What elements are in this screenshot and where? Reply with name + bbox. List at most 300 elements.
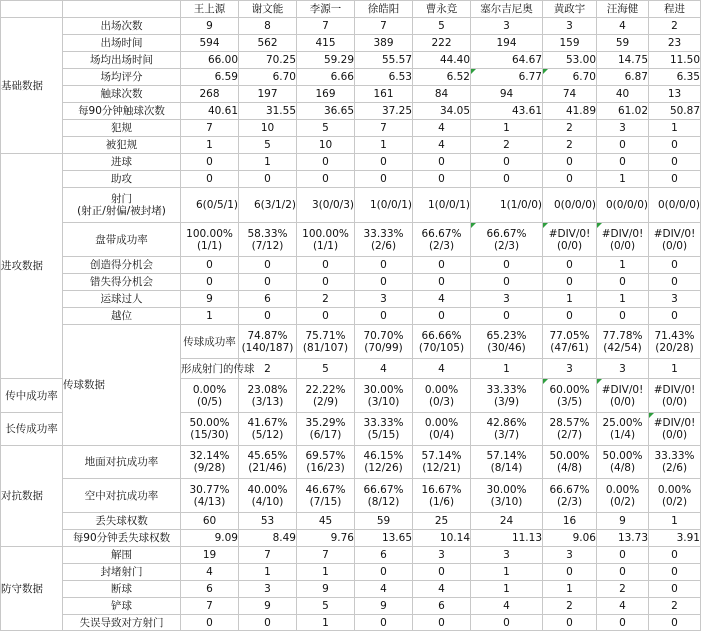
value-cell[interactable]: 0 [543,564,597,581]
value-cell[interactable]: 0 [543,308,597,325]
metric-label[interactable]: 出场时间 [63,35,181,52]
value-cell[interactable]: 0 [543,154,597,171]
value-cell[interactable] [543,413,597,446]
value-cell[interactable]: 1 [297,615,355,631]
value-cell[interactable]: 9 [597,513,649,530]
player-header[interactable]: 汪海健 [597,1,649,18]
value-cell[interactable]: 3 [471,18,543,35]
value-cell[interactable] [239,479,297,513]
value-cell[interactable]: 415 [297,35,355,52]
value-cell[interactable] [597,413,649,446]
value-cell[interactable]: 13.73 [597,530,649,547]
value-cell[interactable]: 9.09 [181,530,239,547]
value-cell[interactable]: 0 [181,615,239,631]
value-cell[interactable]: 562 [239,35,297,52]
value-cell[interactable]: 0 [649,171,701,188]
value-cell[interactable]: 4 [413,581,471,598]
value-cell[interactable] [239,325,297,359]
metric-label[interactable]: 盘带成功率 [63,223,181,257]
value-cell[interactable]: 0 [597,137,649,154]
player-header[interactable]: 谢文能 [239,1,297,18]
value-cell[interactable] [297,446,355,479]
value-cell[interactable]: 1 [543,291,597,308]
value-cell[interactable]: 4 [413,137,471,154]
value-cell[interactable]: 1(0/0/1) [413,188,471,223]
value-cell[interactable]: 6(3/1/2) [239,188,297,223]
value-cell[interactable]: 0 [649,257,701,274]
player-header[interactable]: 徐皓阳 [355,1,413,18]
player-header[interactable]: 程进 [649,1,701,18]
value-cell[interactable]: 0 [413,274,471,291]
value-cell[interactable] [297,325,355,359]
value-cell[interactable] [471,379,543,413]
value-cell[interactable]: 55.57 [355,52,413,69]
metric-label[interactable]: 空中对抗成功率 [63,479,181,513]
metric-label[interactable]: 每90分钟丢失球权数 [63,530,181,547]
metric-label[interactable]: 丢失球权数 [63,513,181,530]
value-cell[interactable]: 34.05 [413,103,471,120]
value-cell[interactable] [181,223,239,257]
value-cell[interactable]: 9.76 [297,530,355,547]
value-cell[interactable] [543,379,597,413]
value-cell[interactable]: 5 [297,120,355,137]
value-cell[interactable] [297,413,355,446]
value-cell[interactable]: 61.02 [597,103,649,120]
value-cell[interactable]: 9 [181,291,239,308]
metric-label[interactable]: 铲球 [63,598,181,615]
value-cell[interactable]: 0 [355,171,413,188]
value-cell[interactable]: 0 [297,257,355,274]
value-cell[interactable]: 43.61 [471,103,543,120]
value-cell[interactable]: 6.70 [239,69,297,86]
value-cell[interactable]: 2 [543,598,597,615]
value-cell[interactable]: 53.00 [543,52,597,69]
value-cell[interactable]: 84 [413,86,471,103]
value-cell[interactable] [297,223,355,257]
value-cell[interactable] [649,379,701,413]
value-cell[interactable]: 9 [239,598,297,615]
value-cell[interactable]: 59 [597,35,649,52]
value-cell[interactable]: 37.25 [355,103,413,120]
value-cell[interactable]: 10 [297,137,355,154]
value-cell[interactable]: 2 [597,581,649,598]
value-cell[interactable]: 0 [597,547,649,564]
group-label-pass[interactable]: 传球数据 [63,325,181,446]
value-cell[interactable]: 1 [649,513,701,530]
value-cell[interactable]: 1 [649,359,701,379]
value-cell[interactable] [355,325,413,359]
value-cell[interactable]: 0 [413,171,471,188]
value-cell[interactable]: 11.50 [649,52,701,69]
player-header[interactable]: 黄政宇 [543,1,597,18]
value-cell[interactable] [181,446,239,479]
value-cell[interactable] [181,413,239,446]
value-cell[interactable] [413,325,471,359]
value-cell[interactable]: 7 [355,120,413,137]
value-cell[interactable]: 0 [239,257,297,274]
value-cell[interactable]: 0 [597,615,649,631]
value-cell[interactable] [649,413,701,446]
value-cell[interactable] [181,479,239,513]
value-cell[interactable]: 59.29 [297,52,355,69]
value-cell[interactable]: 1 [471,120,543,137]
value-cell[interactable]: 66.00 [181,52,239,69]
value-cell[interactable]: 0 [355,615,413,631]
value-cell[interactable] [355,413,413,446]
value-cell[interactable] [597,446,649,479]
value-cell[interactable]: 0 [597,308,649,325]
metric-label[interactable] [63,188,181,223]
group-label-duel[interactable]: 对抗数据 [1,446,63,547]
value-cell[interactable]: 268 [181,86,239,103]
value-cell[interactable]: 1(1/0/0) [471,188,543,223]
value-cell[interactable]: 4 [181,564,239,581]
value-cell[interactable]: 13.65 [355,530,413,547]
value-cell[interactable]: 1 [471,564,543,581]
value-cell[interactable]: 159 [543,35,597,52]
value-cell[interactable]: 4 [471,598,543,615]
value-cell[interactable]: 60 [181,513,239,530]
metric-label[interactable]: 触球次数 [63,86,181,103]
metric-label[interactable]: 被犯规 [63,137,181,154]
value-cell[interactable]: 1 [239,564,297,581]
value-cell[interactable] [471,479,543,513]
value-cell[interactable] [413,413,471,446]
value-cell[interactable]: 0 [471,274,543,291]
value-cell[interactable]: 7 [355,18,413,35]
value-cell[interactable] [413,479,471,513]
metric-label[interactable]: 创造得分机会 [63,257,181,274]
value-cell[interactable]: 31.55 [239,103,297,120]
value-cell[interactable]: 6 [181,581,239,598]
value-cell[interactable]: 0 [413,154,471,171]
value-cell[interactable]: 0 [181,171,239,188]
metric-label[interactable]: 助攻 [63,171,181,188]
value-cell[interactable] [649,446,701,479]
value-cell[interactable]: 0 [355,564,413,581]
value-cell[interactable]: 59 [355,513,413,530]
value-cell[interactable]: 25 [413,513,471,530]
value-cell[interactable]: 197 [239,86,297,103]
value-cell[interactable]: 10.14 [413,530,471,547]
value-cell[interactable]: 6 [355,547,413,564]
value-cell[interactable]: 2 [649,598,701,615]
value-cell[interactable]: 0 [239,308,297,325]
value-cell[interactable]: 9.06 [543,530,597,547]
value-cell[interactable] [413,223,471,257]
value-cell[interactable]: 0 [355,257,413,274]
value-cell[interactable]: 389 [355,35,413,52]
value-cell[interactable]: 6(0/5/1) [181,188,239,223]
value-cell[interactable] [471,223,543,257]
value-cell[interactable] [543,223,597,257]
value-cell[interactable]: 3 [471,291,543,308]
value-cell[interactable]: 222 [413,35,471,52]
value-cell[interactable]: 1 [471,359,543,379]
value-cell[interactable]: 0 [413,257,471,274]
value-cell[interactable] [649,479,701,513]
metric-label[interactable]: 长传成功率 [1,413,63,446]
value-cell[interactable] [649,325,701,359]
value-cell[interactable]: 6.52 [413,69,471,86]
value-cell[interactable]: 1 [597,291,649,308]
value-cell[interactable]: 13 [649,86,701,103]
value-cell[interactable]: 194 [471,35,543,52]
value-cell[interactable] [471,325,543,359]
value-cell[interactable]: 0 [239,171,297,188]
value-cell[interactable]: 0 [543,615,597,631]
value-cell[interactable]: 9 [355,598,413,615]
value-cell[interactable]: 0 [413,564,471,581]
value-cell[interactable]: 0 [597,154,649,171]
value-cell[interactable] [471,413,543,446]
value-cell[interactable] [239,223,297,257]
value-cell[interactable] [297,379,355,413]
value-cell[interactable]: 0 [471,308,543,325]
metric-label[interactable]: 封堵射门 [63,564,181,581]
value-cell[interactable]: 3 [471,547,543,564]
value-cell[interactable] [355,446,413,479]
value-cell[interactable]: 50.87 [649,103,701,120]
value-cell[interactable]: 1 [597,171,649,188]
value-cell[interactable]: 3(0/0/3) [297,188,355,223]
value-cell[interactable]: 1 [181,308,239,325]
value-cell[interactable]: 0 [649,564,701,581]
value-cell[interactable]: 0 [543,257,597,274]
value-cell[interactable]: 24 [471,513,543,530]
metric-label[interactable]: 形成射门的传球 [181,359,239,379]
value-cell[interactable]: 3 [597,120,649,137]
value-cell[interactable]: 0 [649,547,701,564]
value-cell[interactable]: 1 [181,137,239,154]
value-cell[interactable]: 8.49 [239,530,297,547]
value-cell[interactable]: 1 [649,120,701,137]
value-cell[interactable]: 53 [239,513,297,530]
value-cell[interactable]: 0 [181,154,239,171]
value-cell[interactable] [543,479,597,513]
player-header[interactable]: 王上源 [181,1,239,18]
value-cell[interactable]: 0 [181,257,239,274]
group-label-basic[interactable]: 基础数据 [1,18,63,154]
value-cell[interactable]: 2 [649,18,701,35]
value-cell[interactable]: 0 [471,171,543,188]
value-cell[interactable] [355,223,413,257]
metric-label[interactable]: 解围 [63,547,181,564]
metric-label[interactable]: 犯规 [63,120,181,137]
player-header[interactable]: 塞尔吉尼奥 [471,1,543,18]
metric-label[interactable]: 失误导致对方射门 [63,615,181,631]
value-cell[interactable]: 6 [413,598,471,615]
value-cell[interactable]: 0 [649,274,701,291]
value-cell[interactable]: 0 [355,308,413,325]
corner-cell[interactable] [1,1,63,18]
value-cell[interactable]: 7 [297,547,355,564]
value-cell[interactable]: 6 [239,291,297,308]
value-cell[interactable]: 3 [543,359,597,379]
value-cell[interactable]: 14.75 [597,52,649,69]
value-cell[interactable]: 74 [543,86,597,103]
value-cell[interactable] [597,325,649,359]
value-cell[interactable] [239,379,297,413]
value-cell[interactable]: 2 [471,137,543,154]
value-cell[interactable] [355,379,413,413]
value-cell[interactable]: 1 [355,137,413,154]
group-label-attack[interactable]: 进攻数据 [1,154,63,379]
value-cell[interactable]: 0 [297,308,355,325]
metric-label[interactable]: 错失得分机会 [63,274,181,291]
value-cell[interactable]: 0(0/0/0) [649,188,701,223]
value-cell[interactable]: 40.61 [181,103,239,120]
value-cell[interactable]: 40 [597,86,649,103]
value-cell[interactable]: 6.53 [355,69,413,86]
value-cell[interactable]: 0 [543,171,597,188]
value-cell[interactable]: 11.13 [471,530,543,547]
value-cell[interactable]: 0 [355,274,413,291]
value-cell[interactable]: 6.35 [649,69,701,86]
player-header[interactable]: 李源一 [297,1,355,18]
value-cell[interactable]: 4 [597,598,649,615]
value-cell[interactable] [649,223,701,257]
value-cell[interactable]: 94 [471,86,543,103]
value-cell[interactable] [597,479,649,513]
value-cell[interactable]: 16 [543,513,597,530]
value-cell[interactable]: 1 [597,257,649,274]
value-cell[interactable]: 9 [297,581,355,598]
value-cell[interactable]: 41.89 [543,103,597,120]
value-cell[interactable] [471,446,543,479]
metric-label[interactable]: 出场次数 [63,18,181,35]
value-cell[interactable]: 6.87 [597,69,649,86]
value-cell[interactable]: 7 [181,598,239,615]
value-cell[interactable]: 0 [597,564,649,581]
value-cell[interactable]: 0(0/0/0) [543,188,597,223]
value-cell[interactable]: 161 [355,86,413,103]
value-cell[interactable]: 3 [543,18,597,35]
value-cell[interactable]: 3 [543,547,597,564]
value-cell[interactable]: 44.40 [413,52,471,69]
value-cell[interactable]: 0 [181,274,239,291]
metric-label[interactable]: 进球 [63,154,181,171]
value-cell[interactable]: 3 [597,359,649,379]
value-cell[interactable]: 0 [413,308,471,325]
value-cell[interactable]: 4 [355,581,413,598]
metric-label[interactable]: 传球成功率 [181,325,239,359]
value-cell[interactable]: 3 [413,547,471,564]
value-cell[interactable]: 7 [239,547,297,564]
metric-label[interactable]: 场均评分 [63,69,181,86]
metric-label[interactable]: 断球 [63,581,181,598]
value-cell[interactable] [181,379,239,413]
value-cell[interactable] [597,223,649,257]
value-cell[interactable]: 0 [355,154,413,171]
value-cell[interactable]: 0 [649,154,701,171]
value-cell[interactable] [239,413,297,446]
value-cell[interactable] [297,479,355,513]
value-cell[interactable]: 1(0/0/1) [355,188,413,223]
group-label-defense[interactable]: 防守数据 [1,547,63,631]
value-cell[interactable] [543,325,597,359]
value-cell[interactable]: 4 [597,18,649,35]
value-cell[interactable]: 3 [649,291,701,308]
value-cell[interactable]: 0 [543,274,597,291]
metric-label[interactable]: 传中成功率 [1,379,63,413]
value-cell[interactable]: 4 [413,291,471,308]
value-cell[interactable]: 3 [355,291,413,308]
value-cell[interactable]: 6.77 [471,69,543,86]
value-cell[interactable]: 0 [597,274,649,291]
value-cell[interactable]: 1 [239,154,297,171]
value-cell[interactable]: 0 [413,615,471,631]
metric-label[interactable]: 地面对抗成功率 [63,446,181,479]
value-cell[interactable]: 8 [239,18,297,35]
value-cell[interactable]: 0 [297,154,355,171]
value-cell[interactable]: 5 [297,359,355,379]
value-cell[interactable]: 4 [413,120,471,137]
value-cell[interactable]: 19 [181,547,239,564]
value-cell[interactable]: 6.59 [181,69,239,86]
value-cell[interactable]: 0 [649,137,701,154]
value-cell[interactable] [597,379,649,413]
value-cell[interactable]: 64.67 [471,52,543,69]
corner-cell[interactable] [63,1,181,18]
value-cell[interactable] [413,379,471,413]
value-cell[interactable]: 1 [543,581,597,598]
value-cell[interactable]: 36.65 [297,103,355,120]
value-cell[interactable]: 5 [297,598,355,615]
value-cell[interactable]: 4 [413,359,471,379]
value-cell[interactable]: 6.70 [543,69,597,86]
metric-label[interactable]: 每90分钟触球次数 [63,103,181,120]
value-cell[interactable]: 0 [297,171,355,188]
value-cell[interactable]: 23 [649,35,701,52]
value-cell[interactable]: 2 [239,359,297,379]
value-cell[interactable]: 2 [297,291,355,308]
value-cell[interactable]: 594 [181,35,239,52]
metric-label[interactable]: 运球过人 [63,291,181,308]
value-cell[interactable] [355,479,413,513]
value-cell[interactable]: 0 [239,274,297,291]
value-cell[interactable]: 7 [181,120,239,137]
value-cell[interactable]: 0 [649,615,701,631]
value-cell[interactable]: 3 [239,581,297,598]
value-cell[interactable]: 1 [297,564,355,581]
value-cell[interactable]: 0(0/0/0) [597,188,649,223]
value-cell[interactable]: 0 [239,615,297,631]
value-cell[interactable]: 2 [543,120,597,137]
value-cell[interactable]: 0 [471,154,543,171]
value-cell[interactable]: 0 [471,257,543,274]
player-header[interactable]: 曹永竞 [413,1,471,18]
value-cell[interactable]: 169 [297,86,355,103]
value-cell[interactable]: 3.91 [649,530,701,547]
value-cell[interactable]: 45 [297,513,355,530]
value-cell[interactable]: 5 [413,18,471,35]
value-cell[interactable]: 0 [649,308,701,325]
value-cell[interactable] [239,446,297,479]
value-cell[interactable]: 10 [239,120,297,137]
value-cell[interactable] [413,446,471,479]
value-cell[interactable]: 0 [471,615,543,631]
value-cell[interactable]: 0 [649,581,701,598]
value-cell[interactable]: 0 [297,274,355,291]
metric-label[interactable]: 场均出场时间 [63,52,181,69]
value-cell[interactable]: 5 [239,137,297,154]
value-cell[interactable]: 4 [355,359,413,379]
value-cell[interactable]: 9 [181,18,239,35]
value-cell[interactable]: 70.25 [239,52,297,69]
value-cell[interactable]: 2 [543,137,597,154]
value-cell[interactable]: 6.66 [297,69,355,86]
